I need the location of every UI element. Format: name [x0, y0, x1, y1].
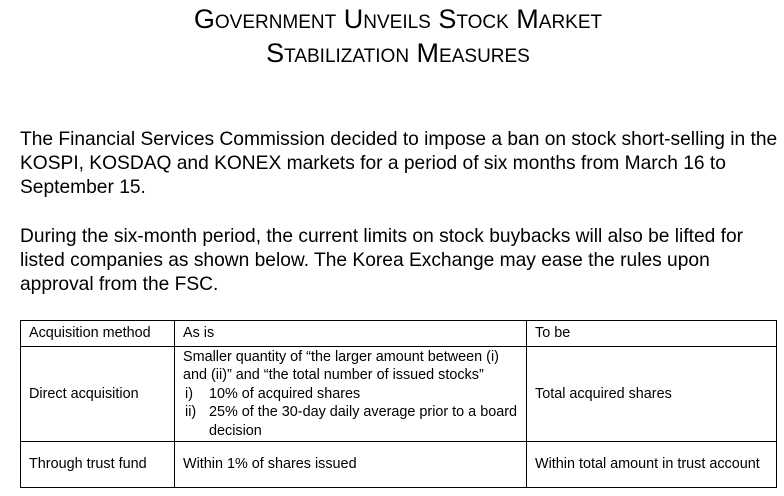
buyback-rules-table [20, 320, 777, 488]
document-title [0, 2, 784, 70]
cell-as-is: Within 1% of shares issued [175, 442, 527, 488]
paragraph-buyback-limits: During the six-month period, the current limits on stock buybacks will also be lifted for listed companies as shown below. The Korea Exchange may ease the rules upon approval from the FSC. [20, 226, 744, 295]
table-row [21, 347, 777, 442]
cell-to-be: Within total amount in trust account [527, 442, 777, 488]
header-as-is: As is [175, 321, 527, 347]
as-is-intro: Smaller quantity of “the larger amount between (i) and (ii)” and “the total number of issued stocks” [183, 348, 499, 384]
list-item-text: 10% of acquired shares [209, 385, 361, 402]
table-row [21, 442, 777, 488]
cell-to-be: Total acquired shares [527, 347, 777, 442]
title-line-1: Government Unveils Stock Market [193, 4, 603, 34]
cell-method: Direct acquisition [21, 347, 175, 442]
header-to-be: To be [527, 321, 777, 347]
paragraph-short-selling-ban: The Financial Services Commission decided to impose a ban on stock short-selling in the KOSPI, KOSDAQ and KONEX markets for a period of six months from March 16 to September 15. [20, 129, 778, 198]
table-header-row [21, 321, 777, 347]
list-item [183, 385, 518, 404]
list-marker: i) [185, 385, 193, 402]
title-line-2: Stabilization Measures [266, 38, 530, 68]
cell-as-is [175, 347, 527, 442]
header-acquisition-method: Acquisition method [21, 321, 175, 347]
as-is-criteria-list [183, 385, 518, 441]
list-item-text: 25% of the 30-day daily average prior to a board decision [209, 404, 517, 439]
list-item [183, 403, 518, 440]
cell-method: Through trust fund [21, 442, 175, 488]
list-marker: ii) [185, 404, 197, 421]
